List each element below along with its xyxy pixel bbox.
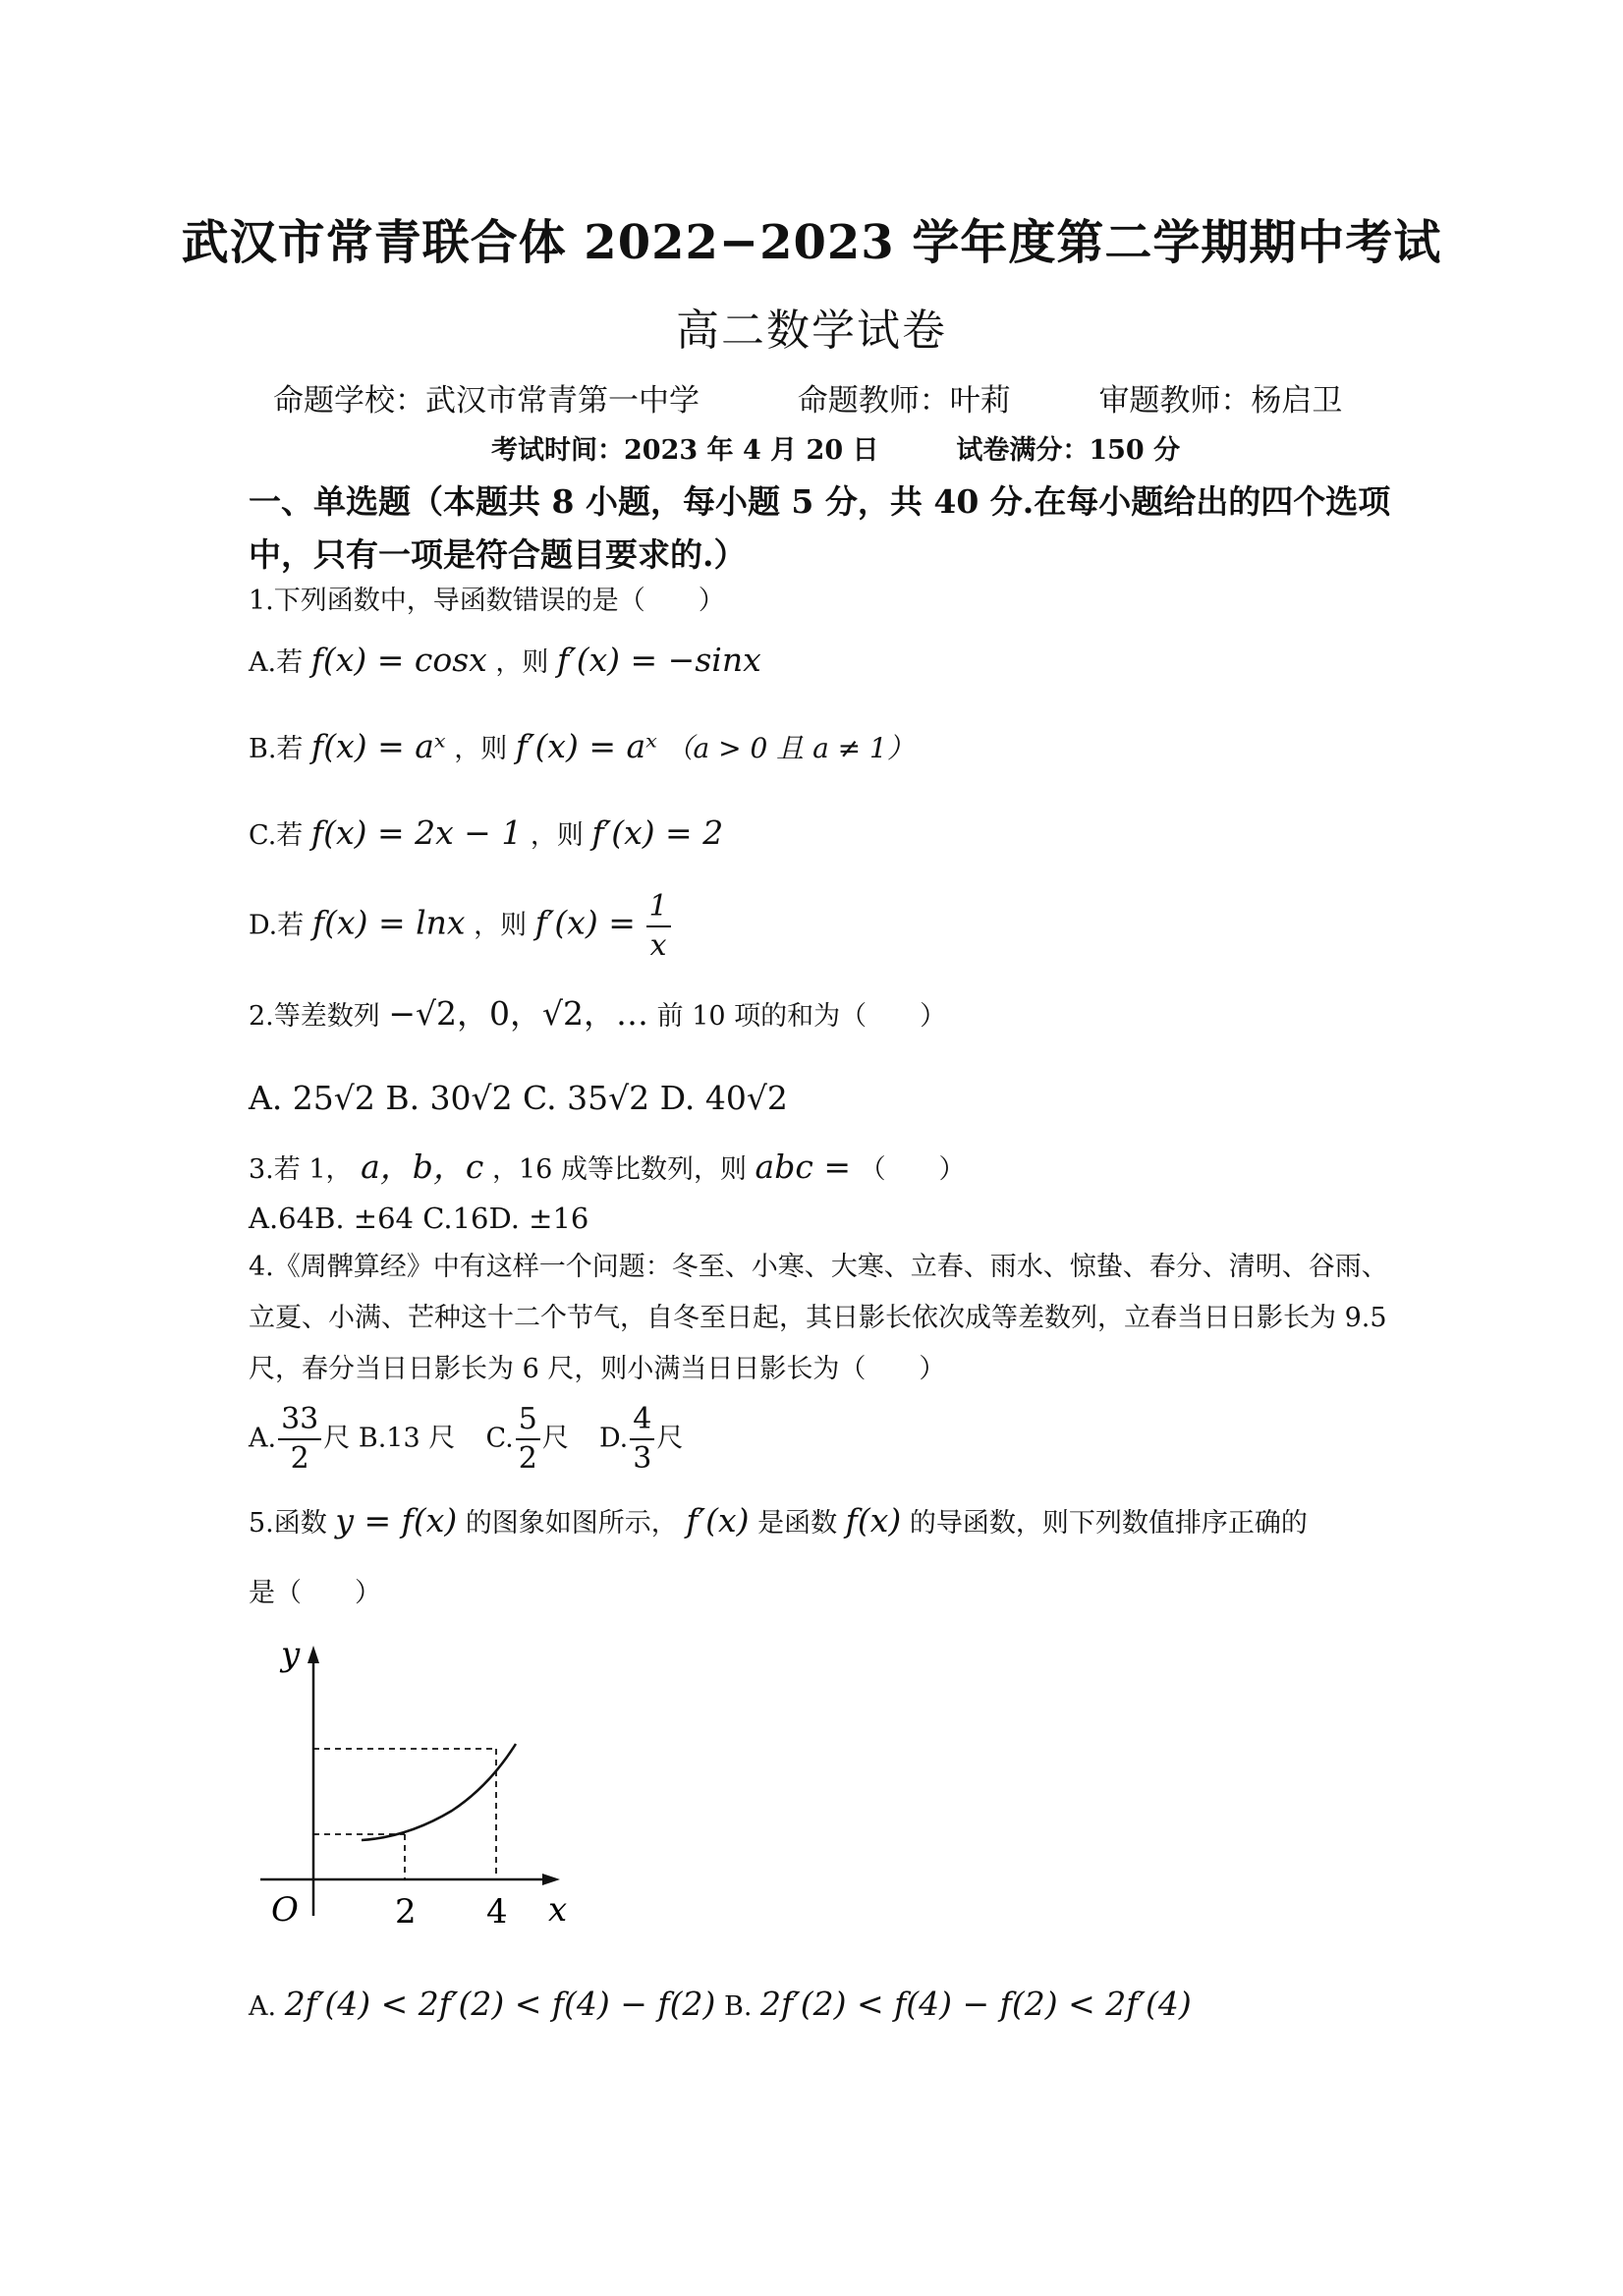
fraction-denominator: x: [649, 928, 667, 963]
options-text: A.64B. ±64 C.16D. ±16: [249, 1202, 589, 1235]
option-label: D.若: [249, 910, 305, 941]
unit-label: 尺: [656, 1423, 684, 1454]
math-expression: f(x) = cosx: [310, 641, 487, 679]
stem-text: 2.等差数列: [249, 1001, 380, 1032]
stem-text: （ ）: [859, 1154, 966, 1185]
full-score: 试卷满分：150 分: [956, 435, 1181, 466]
exam-time: 考试时间：2023 年 4 月 20 日: [491, 435, 879, 466]
option-label: A.: [249, 1991, 277, 2022]
exam-info: [491, 428, 1180, 467]
option-label: A.: [249, 1423, 277, 1454]
math-sequence: −√2，0，√2，…: [388, 994, 649, 1033]
reviewer-label: 审题教师：杨启卫: [1098, 383, 1343, 419]
fraction: [646, 888, 671, 965]
origin-label: O: [271, 1890, 299, 1930]
tick-label-4: 4: [486, 1892, 508, 1932]
question-2-options: [249, 1081, 788, 1119]
math-expression: f′(x) =: [534, 903, 636, 942]
math-expression: f(x) = lnx: [311, 903, 466, 942]
question-1-option-c: [249, 815, 723, 854]
section-heading: 一、单选题（本题共 8 小题，每小题 5 分，共 40 分.在每小题给出的四个选项中，只有一项是符合题目要求的.）: [249, 482, 1391, 574]
fraction-numerator: 4: [630, 1401, 654, 1440]
fraction: [278, 1401, 321, 1478]
x-axis-arrow: [542, 1874, 560, 1885]
stem-text: 的图象如图所示，: [465, 1508, 678, 1539]
y-axis-arrow: [308, 1646, 319, 1663]
question-5-options: [249, 1987, 1192, 2025]
question-1-option-a: [249, 643, 761, 681]
fraction-denominator: 2: [518, 1441, 537, 1476]
unit-label: 尺: [323, 1423, 351, 1454]
author-label: 命题教师：叶莉: [797, 383, 1011, 419]
exam-authors: [273, 375, 1342, 420]
math-variables: a，b，c: [361, 1148, 484, 1186]
option-condition: （a > 0 且 a ≠ 1）: [665, 732, 915, 764]
question-1-stem: 1.下列函数中，导函数错误的是（ ）: [249, 586, 725, 616]
question-1-option-b: [249, 729, 915, 767]
function-graph: [246, 1636, 580, 1935]
question-5-stem-cont: 是（ ）: [249, 1578, 381, 1608]
option-label: C.若: [249, 820, 304, 851]
stem-text: 3.若 1，: [249, 1154, 353, 1185]
function-curve: [362, 1744, 516, 1840]
stem-text: 是函数: [757, 1508, 838, 1539]
question-5-stem: [249, 1503, 1308, 1541]
option-label: C.: [485, 1423, 514, 1454]
unit-label: 尺: [541, 1423, 569, 1454]
fraction-denominator: 3: [633, 1441, 652, 1476]
option-connector: ，则: [495, 647, 549, 678]
math-expression: f(x) = aˣ: [311, 727, 446, 765]
math-expression: f′(x) = −sinx: [556, 641, 761, 679]
option-connector: ，则: [454, 734, 508, 764]
question-3-stem: [249, 1149, 966, 1188]
exam-subtitle: 高二数学试卷: [676, 306, 947, 356]
math-expression: f′(x) = aˣ: [515, 727, 657, 765]
option-label: A.若: [249, 647, 304, 678]
math-expression: abc =: [755, 1148, 851, 1186]
school-label: 命题学校：武汉市常青第一中学: [273, 383, 700, 419]
stem-text: 的导函数，则下列数值排序正确的: [909, 1508, 1308, 1539]
fraction-numerator: 33: [278, 1401, 321, 1440]
fraction: [516, 1401, 540, 1478]
question-4-stem: 4.《周髀算经》中有这样一个问题：冬至、小寒、大寒、立春、雨水、惊蛰、春分、清明、谷雨、立夏、小满、芒种这十二个节气，自冬至日起，其日影长依次成等差数列，立春当日日影长为 9.5 尺，春分当日日影长为 6 尺，则小满当日日影长为（ ）: [249, 1252, 1388, 1384]
fraction-numerator: 5: [516, 1401, 540, 1440]
tick-label-2: 2: [395, 1892, 417, 1932]
option-connector: ，则: [530, 820, 584, 851]
option-b: B.13 尺: [358, 1423, 456, 1454]
option-label: D.: [599, 1423, 629, 1454]
question-3-options: [249, 1201, 588, 1238]
fraction-denominator: 2: [290, 1441, 309, 1476]
option-a-expression: 2f′(4) < 2f′(2) < f(4) − f(2): [284, 1985, 716, 2023]
math-expression: f′(x) = 2: [591, 813, 724, 852]
option-label: B.: [723, 1991, 753, 2022]
math-expression: y = f(x): [335, 1501, 458, 1540]
exam-title: 武汉市常青联合体 2022−2023 学年度第二学期期中考试: [181, 215, 1442, 270]
math-expression: f(x) = 2x − 1: [310, 813, 523, 852]
option-connector: ，则: [474, 910, 528, 941]
math-expression: f(x): [845, 1501, 902, 1540]
stem-text: 5.函数: [249, 1508, 327, 1539]
question-4-options: [249, 1401, 683, 1478]
fraction: [630, 1401, 654, 1478]
x-axis-label: x: [548, 1890, 568, 1930]
fraction-numerator: 1: [646, 888, 671, 927]
math-expression: f′(x): [686, 1501, 750, 1540]
question-1-option-d: [249, 888, 673, 965]
option-b-expression: 2f′(2) < f(4) − f(2) < 2f′(4): [760, 1985, 1192, 2023]
y-axis-label: y: [281, 1636, 301, 1674]
option-label: B.若: [249, 734, 304, 764]
stem-text: 前 10 项的和为（ ）: [656, 1001, 947, 1032]
options-text: A. 25√2 B. 30√2 C. 35√2 D. 40√2: [249, 1079, 788, 1117]
stem-text: ，16 成等比数列，则: [492, 1154, 747, 1185]
question-2-stem: [249, 996, 946, 1035]
